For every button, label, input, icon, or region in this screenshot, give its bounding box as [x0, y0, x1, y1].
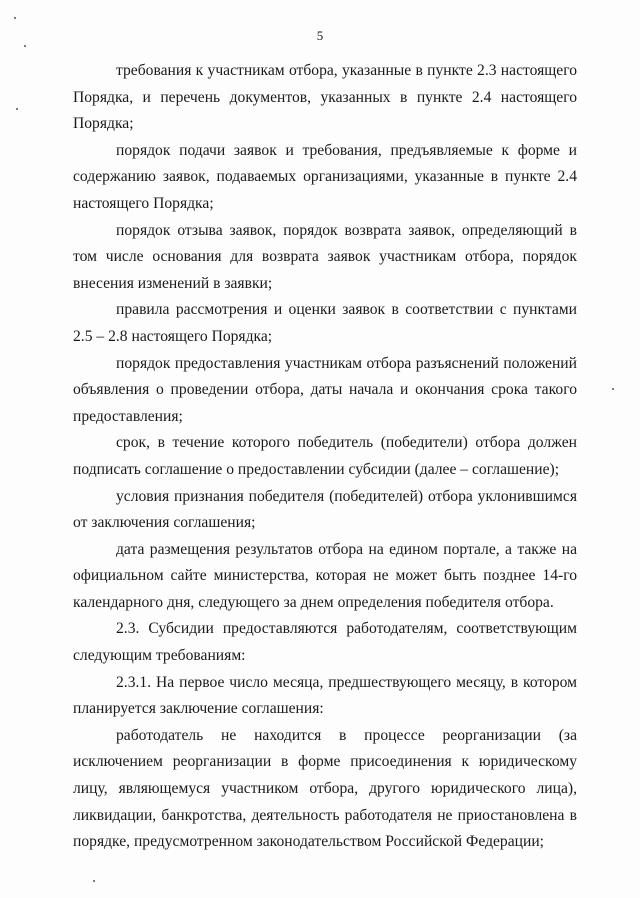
paragraph: порядок подачи заявок и требования, предъявляемые к форме и содержанию заявок, подаваемых организациями, указанные в пункте 2.4 настоящего Порядка; — [73, 141, 577, 212]
paragraph: работодатель не находится в процессе реорганизации (за исключением реорганизации в форме присоединения к юридическому лицу, являющемуся участником отбора, другого юридического лица), ликвидации, банкротства, деятельность работодателя не приостановлена в порядке, предусмотренном законодательством Российской Федерации; — [73, 726, 577, 851]
paragraph: требования к участникам отбора, указанные в пункте 2.3 настоящего Порядка, и перечень документов, указанных в пункте 2.4 настоящего Порядка; — [73, 62, 577, 133]
scan-speck — [14, 17, 16, 19]
scan-speck — [612, 388, 614, 390]
scan-speck — [24, 45, 26, 47]
paragraph: правила рассмотрения и оценки заявок в соответствии с пунктами 2.5 – 2.8 настоящего Порядка; — [73, 301, 577, 345]
scan-speck — [16, 108, 18, 110]
scan-speck — [93, 880, 95, 882]
paragraph: 2.3.1. На первое число месяца, предшествующего месяцу, в котором планируется заключение соглашения: — [73, 673, 577, 718]
paragraph: срок, в течение которого победитель (победители) отбора должен подписать соглашение о предоставлении субсидии (далее – соглашение); — [73, 434, 577, 478]
paragraph: порядок предоставления участникам отбора разъяснений положений объявления о проведении отбора, даты начала и окончания срока такого предоставления; — [73, 354, 577, 425]
paragraph: 2.3. Субсидии предоставляются работодателям, соответствующим следующим требованиям: — [73, 620, 577, 665]
paragraph: условия признания победителя (победителей) отбора уклонившимся от заключения соглашения; — [73, 487, 577, 532]
paragraph: дата размещения результатов отбора на едином портале, а также на официальном сайте министерства, которая не может быть позднее 14-го календарного дня, следующего за днем определения победителя отбора. — [73, 540, 577, 611]
document-body — [73, 58, 577, 856]
page-number: 5 — [316, 28, 324, 43]
paragraph: порядок отзыва заявок, порядок возврата заявок, определяющий в том числе основания для возврата заявок участникам отбора, порядок внесения изменений в заявки; — [73, 221, 577, 292]
